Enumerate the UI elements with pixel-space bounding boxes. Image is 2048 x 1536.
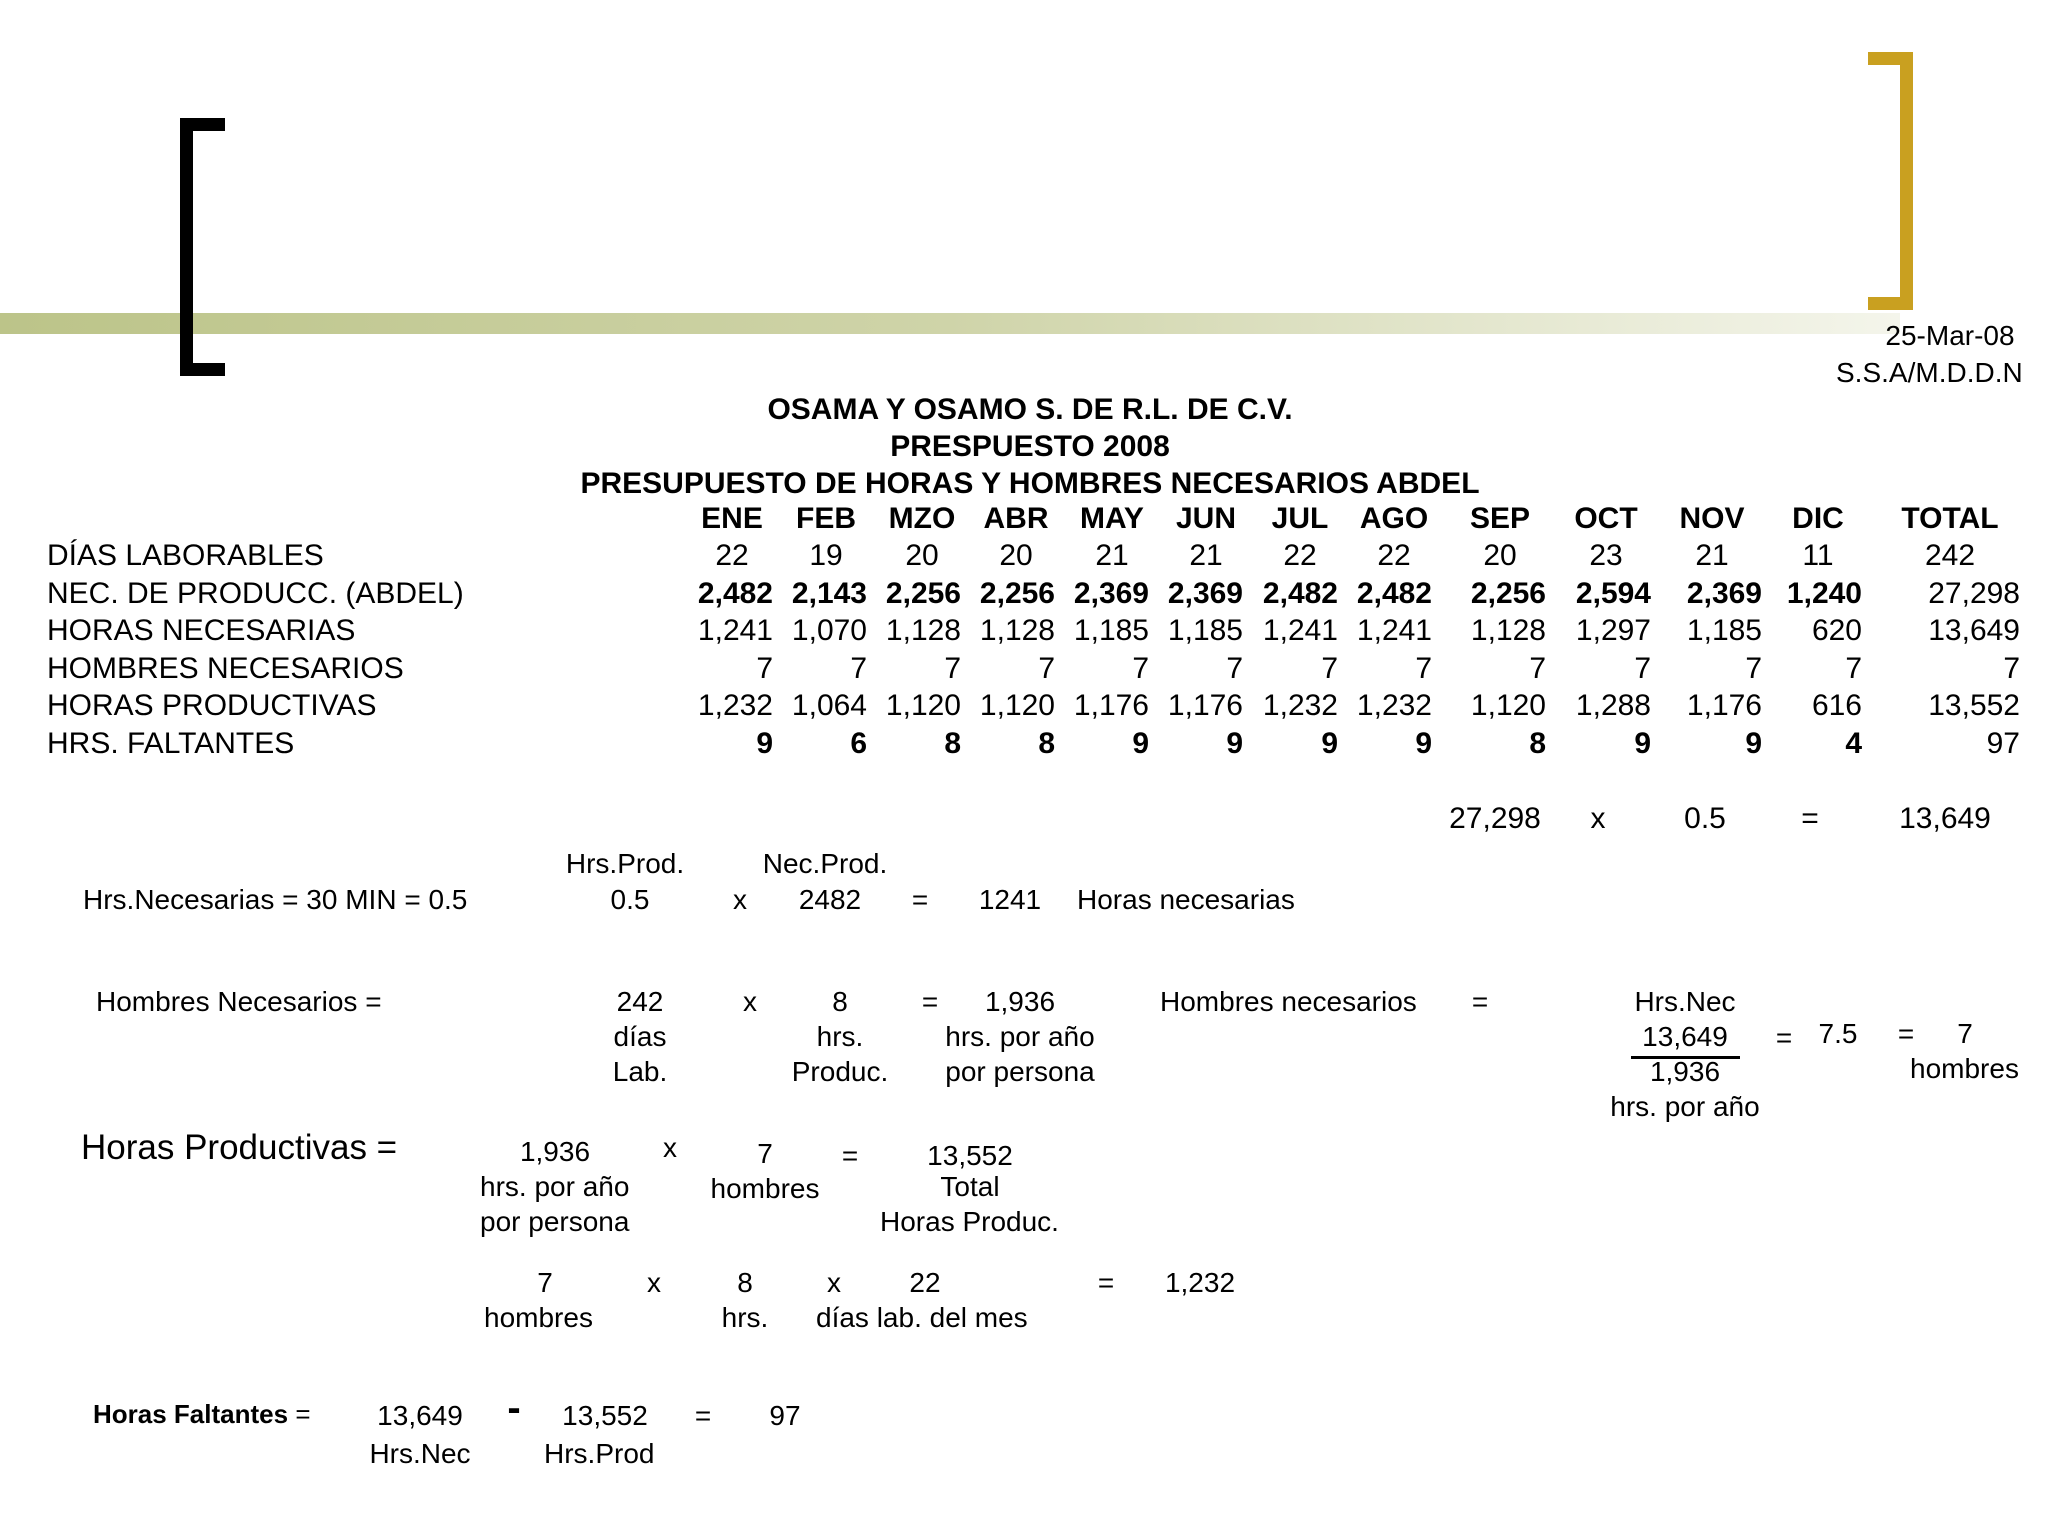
- table-cell: 97: [1986, 727, 2020, 760]
- hrs-necesarias-eq: =: [911, 884, 929, 915]
- table-cell: 1,232: [1356, 689, 1432, 722]
- productivas-e: 8: [737, 1267, 753, 1298]
- faltantes-eq: =: [694, 1400, 712, 1431]
- faltantes-label: Horas Faltantes: [93, 1399, 289, 1429]
- calc-total-b: 0.5: [1684, 802, 1726, 835]
- column-header: ENE: [701, 502, 763, 535]
- table-cell: 9: [1745, 727, 1762, 760]
- table-cell: 1,297: [1575, 614, 1651, 647]
- productivas-a: 1,936: [519, 1136, 591, 1167]
- table-cell: 6: [850, 727, 867, 760]
- table-cell: 9: [756, 727, 773, 760]
- table-cell: 2,256: [885, 577, 961, 610]
- table-cell: 1,185: [1686, 614, 1762, 647]
- right-bracket-decoration: [1868, 52, 1913, 310]
- table-cell: 1,120: [1470, 689, 1546, 722]
- faltantes-b2: Hrs.Prod: [544, 1438, 655, 1469]
- table-cell: 1,232: [697, 689, 773, 722]
- table-cell: 7: [1038, 652, 1055, 685]
- company-title: OSAMA Y OSAMO S. DE R.L. DE C.V.: [767, 393, 1293, 426]
- table-cell: 2,256: [979, 577, 1055, 610]
- table-cell: 1,176: [1686, 689, 1762, 722]
- table-cell: 9: [1132, 727, 1149, 760]
- hombres-eq4: =: [1897, 1018, 1915, 1049]
- column-header: DIC: [1792, 502, 1844, 535]
- table-cell: 2,143: [791, 577, 867, 610]
- table-cell: 7: [1415, 652, 1432, 685]
- column-header: SEP: [1469, 502, 1531, 535]
- table-cell: 1,070: [791, 614, 867, 647]
- table-cell: 7: [756, 652, 773, 685]
- table-cell: 1,240: [1786, 577, 1862, 610]
- column-header: OCT: [1574, 502, 1638, 535]
- table-cell: 8: [1529, 727, 1546, 760]
- code-text: S.S.A/M.D.D.N: [1836, 357, 2023, 388]
- hombres-c: 1,936: [984, 986, 1056, 1017]
- table-cell: 9: [1415, 727, 1432, 760]
- productivas-op2: x: [647, 1267, 661, 1298]
- table-cell: 9: [1321, 727, 1338, 760]
- hombres-frac-unit: hrs. por año: [1610, 1091, 1760, 1122]
- table-cell: 22: [1377, 539, 1411, 572]
- faltantes-op: -: [507, 1386, 521, 1430]
- table-cell: 7: [1529, 652, 1546, 685]
- column-header: FEB: [796, 502, 856, 535]
- hrs-necesarias-a: 0.5: [610, 884, 650, 915]
- table-cell: 2,256: [1470, 577, 1546, 610]
- hrs-prod-header: Hrs.Prod.: [565, 848, 685, 879]
- hombres-frac-numerator: 13,649: [1642, 1021, 1728, 1052]
- table-cell: 11: [1802, 539, 1834, 572]
- table-cell: 1,128: [1470, 614, 1546, 647]
- table-cell: 2,369: [1073, 577, 1149, 610]
- faltantes-label-eq: =: [295, 1399, 311, 1429]
- table-cell: 1,288: [1575, 689, 1651, 722]
- table-cell: 1,241: [697, 614, 773, 647]
- hombres-c2: hrs. por año: [945, 1021, 1095, 1052]
- table-cell: 242: [1924, 539, 1976, 572]
- calc-total-result: 13,649: [1899, 802, 1991, 835]
- productivas-label: Horas Productivas =: [81, 1128, 398, 1167]
- table-cell: 2,594: [1575, 577, 1651, 610]
- left-bracket-decoration: [180, 118, 225, 376]
- column-header: JUL: [1271, 502, 1329, 535]
- table-cell: 1,232: [1262, 689, 1338, 722]
- table-cell: 1,128: [885, 614, 961, 647]
- row-label: HORAS PRODUCTIVAS: [47, 689, 377, 722]
- column-header: JUN: [1175, 502, 1236, 535]
- hombres-eq: =: [921, 986, 939, 1017]
- table-cell: 22: [1283, 539, 1317, 572]
- row-label: NEC. DE PRODUCC. (ABDEL): [47, 577, 464, 610]
- table-cell: 2,482: [697, 577, 773, 610]
- column-header: AGO: [1359, 502, 1429, 535]
- productivas-b2: hombres: [710, 1173, 820, 1204]
- table-cell: 9: [1226, 727, 1243, 760]
- table-cell: 19: [809, 539, 843, 572]
- column-header: NOV: [1679, 502, 1745, 535]
- productivas-op3: x: [827, 1267, 841, 1298]
- hrs-necesarias-desc: Horas necesarias: [1077, 884, 1295, 915]
- table-cell: 7: [1634, 652, 1651, 685]
- hombres-r1: 7.5: [1818, 1018, 1858, 1049]
- hombres-label2: Hombres necesarios: [1160, 986, 1417, 1017]
- header-band: [0, 313, 1900, 334]
- table-cell: 13,649: [1928, 614, 2020, 647]
- row-label: HRS. FALTANTES: [47, 727, 295, 760]
- hombres-b: 8: [832, 986, 848, 1017]
- table-cell: 4: [1845, 727, 1862, 760]
- table-cell: 1,120: [885, 689, 961, 722]
- productivas-e2: hrs.: [721, 1302, 769, 1333]
- table-cell: 2,482: [1356, 577, 1432, 610]
- table-cell: 20: [1483, 539, 1517, 572]
- table-cell: 1,185: [1073, 614, 1149, 647]
- column-header: MZO: [888, 502, 956, 535]
- hombres-r2: 7: [1957, 1018, 1973, 1049]
- budget-subtitle: PRESPUESTO 2008: [890, 430, 1170, 463]
- productivas-d2: hombres: [484, 1302, 593, 1333]
- table-cell: 1,241: [1356, 614, 1432, 647]
- hombres-a3: Lab.: [612, 1056, 668, 1087]
- hombres-frac-denominator: 1,936: [1649, 1056, 1721, 1087]
- hrs-necesarias-b: 2482: [798, 884, 862, 915]
- table-cell: 21: [1095, 539, 1129, 572]
- table-cell: 7: [1321, 652, 1338, 685]
- productivas-op: x: [663, 1132, 677, 1163]
- hombres-a: 242: [616, 986, 664, 1017]
- table-cell: 7: [1845, 652, 1862, 685]
- productivas-result: 1,232: [1164, 1267, 1236, 1298]
- table-cell: 21: [1695, 539, 1729, 572]
- calc-total-op: x: [1590, 802, 1606, 835]
- hombres-a2: días: [613, 1021, 667, 1052]
- hombres-r3: hombres: [1910, 1053, 2019, 1084]
- productivas-a3: por persona: [480, 1206, 630, 1237]
- table-cell: 1,128: [979, 614, 1055, 647]
- table-cell: 1,185: [1167, 614, 1243, 647]
- row-label: HORAS NECESARIAS: [47, 614, 356, 647]
- faltantes-label-wrap: [93, 1399, 311, 1430]
- hombres-label: Hombres Necesarios =: [96, 986, 382, 1017]
- table-cell: 620: [1811, 614, 1862, 647]
- column-header: ABR: [983, 502, 1049, 535]
- table-cell: 1,176: [1073, 689, 1149, 722]
- calc-total-a: 27,298: [1449, 802, 1541, 835]
- table-cell: 21: [1189, 539, 1223, 572]
- table-cell: 20: [905, 539, 939, 572]
- faltantes-a: 13,649: [377, 1400, 463, 1431]
- table-cell: 7: [1745, 652, 1762, 685]
- table-cell: 616: [1811, 689, 1862, 722]
- hrs-necesarias-op: x: [733, 884, 747, 915]
- table-cell: 1,176: [1167, 689, 1243, 722]
- hombres-c3: por persona: [945, 1056, 1095, 1087]
- hombres-eq2: =: [1471, 986, 1489, 1017]
- hrs-necesarias-result: 1241: [978, 884, 1042, 915]
- date-text: 25-Mar-08: [1885, 320, 2015, 351]
- table-cell: 7: [1132, 652, 1149, 685]
- productivas-a2: hrs. por año: [480, 1171, 630, 1202]
- hombres-eq3: =: [1775, 1022, 1793, 1053]
- productivas-f2: días lab. del mes: [816, 1302, 1028, 1333]
- table-cell: 2,369: [1167, 577, 1243, 610]
- table-cell: 13,552: [1928, 689, 2020, 722]
- table-cell: 1,120: [979, 689, 1055, 722]
- row-label: DÍAS LABORABLES: [47, 539, 324, 572]
- table-cell: 7: [850, 652, 867, 685]
- productivas-c2: Total: [940, 1171, 1000, 1202]
- table-cell: 1,064: [791, 689, 867, 722]
- hombres-op: x: [743, 986, 757, 1017]
- productivas-eq2: =: [1097, 1267, 1115, 1298]
- table-cell: 8: [1038, 727, 1055, 760]
- table-cell: 2,482: [1262, 577, 1338, 610]
- table-cell: 7: [2003, 652, 2020, 685]
- productivas-c: 13,552: [927, 1140, 1013, 1171]
- table-cell: 9: [1634, 727, 1651, 760]
- faltantes-b: 13,552: [562, 1400, 648, 1431]
- productivas-eq: =: [841, 1140, 859, 1171]
- faltantes-a2: Hrs.Nec: [369, 1438, 471, 1469]
- table-cell: 8: [944, 727, 961, 760]
- table-cell: 27,298: [1928, 577, 2020, 610]
- nec-prod-header: Nec.Prod.: [762, 848, 888, 879]
- table-cell: 2,369: [1686, 577, 1762, 610]
- productivas-b: 7: [757, 1138, 773, 1169]
- productivas-d: 7: [537, 1267, 553, 1298]
- productivas-f: 22: [909, 1267, 941, 1298]
- hombres-b2: hrs.: [816, 1021, 864, 1052]
- table-cell: 20: [999, 539, 1033, 572]
- hombres-b3: Produc.: [791, 1056, 889, 1087]
- table-cell: 22: [715, 539, 749, 572]
- table-cell: 1,241: [1262, 614, 1338, 647]
- column-header: TOTAL: [1901, 502, 1999, 535]
- table-cell: 23: [1589, 539, 1623, 572]
- calc-total-eq: =: [1801, 802, 1819, 835]
- table-cell: 7: [1226, 652, 1243, 685]
- faltantes-result: 97: [769, 1400, 801, 1431]
- column-header: MAY: [1080, 502, 1144, 535]
- hombres-frac-header: Hrs.Nec: [1634, 986, 1736, 1017]
- report-title: PRESUPUESTO DE HORAS Y HOMBRES NECESARIOS ABDEL: [580, 467, 1480, 500]
- table-cell: 7: [944, 652, 961, 685]
- productivas-c3: Horas Produc.: [880, 1206, 1059, 1237]
- row-label: HOMBRES NECESARIOS: [47, 652, 404, 685]
- hrs-necesarias-label: Hrs.Necesarias = 30 MIN = 0.5: [83, 884, 468, 915]
